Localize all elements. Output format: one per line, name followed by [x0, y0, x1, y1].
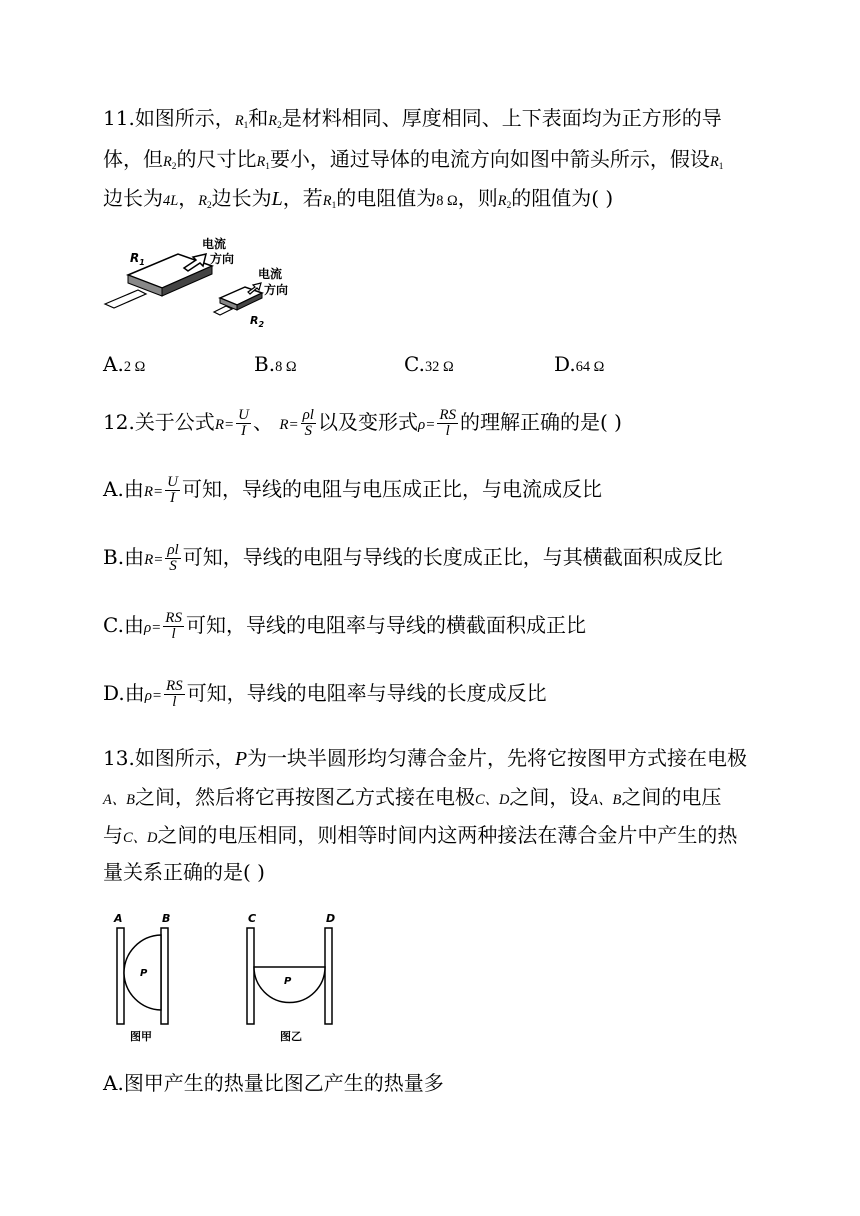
svg-text:图甲: 图甲 [130, 1030, 152, 1043]
svg-text:A: A [114, 912, 123, 925]
q11-line-1: 11.如图所示，$R_1$和$R_2$是材料相同、厚度相同、上下表面均为正方形的导 [103, 106, 722, 131]
svg-text:P: P [284, 976, 292, 987]
q12-option-b[interactable]: B.由R= $\frac{\rho l}{S}$ 可知，导线的电阻与导线的长度成正比，与其横截面积成反比 [103, 542, 723, 574]
q11-option-c[interactable]: C.32 Ω [404, 352, 454, 376]
q11-resistor-figure [100, 232, 320, 332]
q12-stem: 12.关于公式R= $\frac{U}{I}$ 、 R= $\frac{\rho l}{S}$ 以及变形式ρ= $\frac{RS}{l}$ 的理解正确的是( ) [103, 407, 622, 439]
q12-option-c[interactable]: C.由ρ= $\frac{RS}{l}$ 可知，导线的电阻率与导线的横截面积成正比 [103, 610, 586, 642]
svg-text:C: C [248, 912, 257, 925]
formula-rhol-over-s: $\frac{\rho l}{S}$ [302, 407, 314, 439]
q12-option-a[interactable]: A.由R= $\frac{U}{I}$ 可知，导线的电阻与电压成正比，与电流成反比 [103, 474, 602, 506]
q11-line-3: 边长为4L，$R_2$边长为L，若$R_1$的电阻值为8 Ω，则$R_2$的阻值为( ) [103, 186, 614, 211]
svg-text:R2: $R_2$ [250, 314, 265, 329]
svg-text:方向: 方向 [264, 283, 289, 297]
question-number: 11. [103, 106, 135, 130]
svg-text:方向: 方向 [210, 252, 235, 266]
svg-text:R1: $R_1$ [130, 251, 145, 267]
q13-line-3: 与C、D之间的电压相同，则相等时间内这两种接法在薄合金片中产生的热 [103, 823, 738, 847]
formula-rs-over-l: $\frac{RS}{l}$ [439, 407, 456, 439]
formula-u-over-i: $\frac{U}{I}$ [238, 407, 249, 439]
q13-line-4: 量关系正确的是( ) [103, 860, 265, 884]
q11-option-a[interactable]: A.2 Ω [103, 352, 146, 376]
q11-option-b[interactable]: B.8 Ω [254, 352, 297, 376]
q13-line-1: 13.如图所示，P为一块半圆形均匀薄合金片，先将它按图甲方式接在电极 [103, 746, 748, 770]
q13-option-a[interactable]: A.图甲产生的热量比图乙产生的热量多 [103, 1071, 444, 1095]
q11-line-2: 体，但$R_2$的尺寸比$R_1$要小，通过导体的电流方向如图中箭头所示，假设$R_1$ [103, 147, 724, 172]
var-r1: $R_1$ [234, 113, 249, 131]
q11-option-d[interactable]: D.64 Ω [554, 352, 605, 376]
question-number: 13. [103, 746, 135, 770]
svg-text:电流: 电流 [258, 267, 283, 281]
question-number: 12. [103, 410, 135, 434]
q13-line-2: A、B之间，然后将它再按图乙方式接在电极C、D之间，设A、B之间的电压 [103, 785, 722, 809]
svg-text:P: P [140, 968, 148, 979]
svg-text:D: D [326, 912, 336, 925]
svg-text:图乙: 图乙 [280, 1030, 302, 1043]
q12-option-d[interactable]: D.由ρ= $\frac{RS}{l}$ 可知，导线的电阻率与导线的长度成反比 [103, 678, 547, 710]
var-r2: $R_2$ [268, 113, 282, 131]
svg-text:电流: 电流 [202, 237, 227, 251]
q13-electrode-figure [108, 910, 348, 1045]
svg-text:B: B [162, 912, 171, 925]
